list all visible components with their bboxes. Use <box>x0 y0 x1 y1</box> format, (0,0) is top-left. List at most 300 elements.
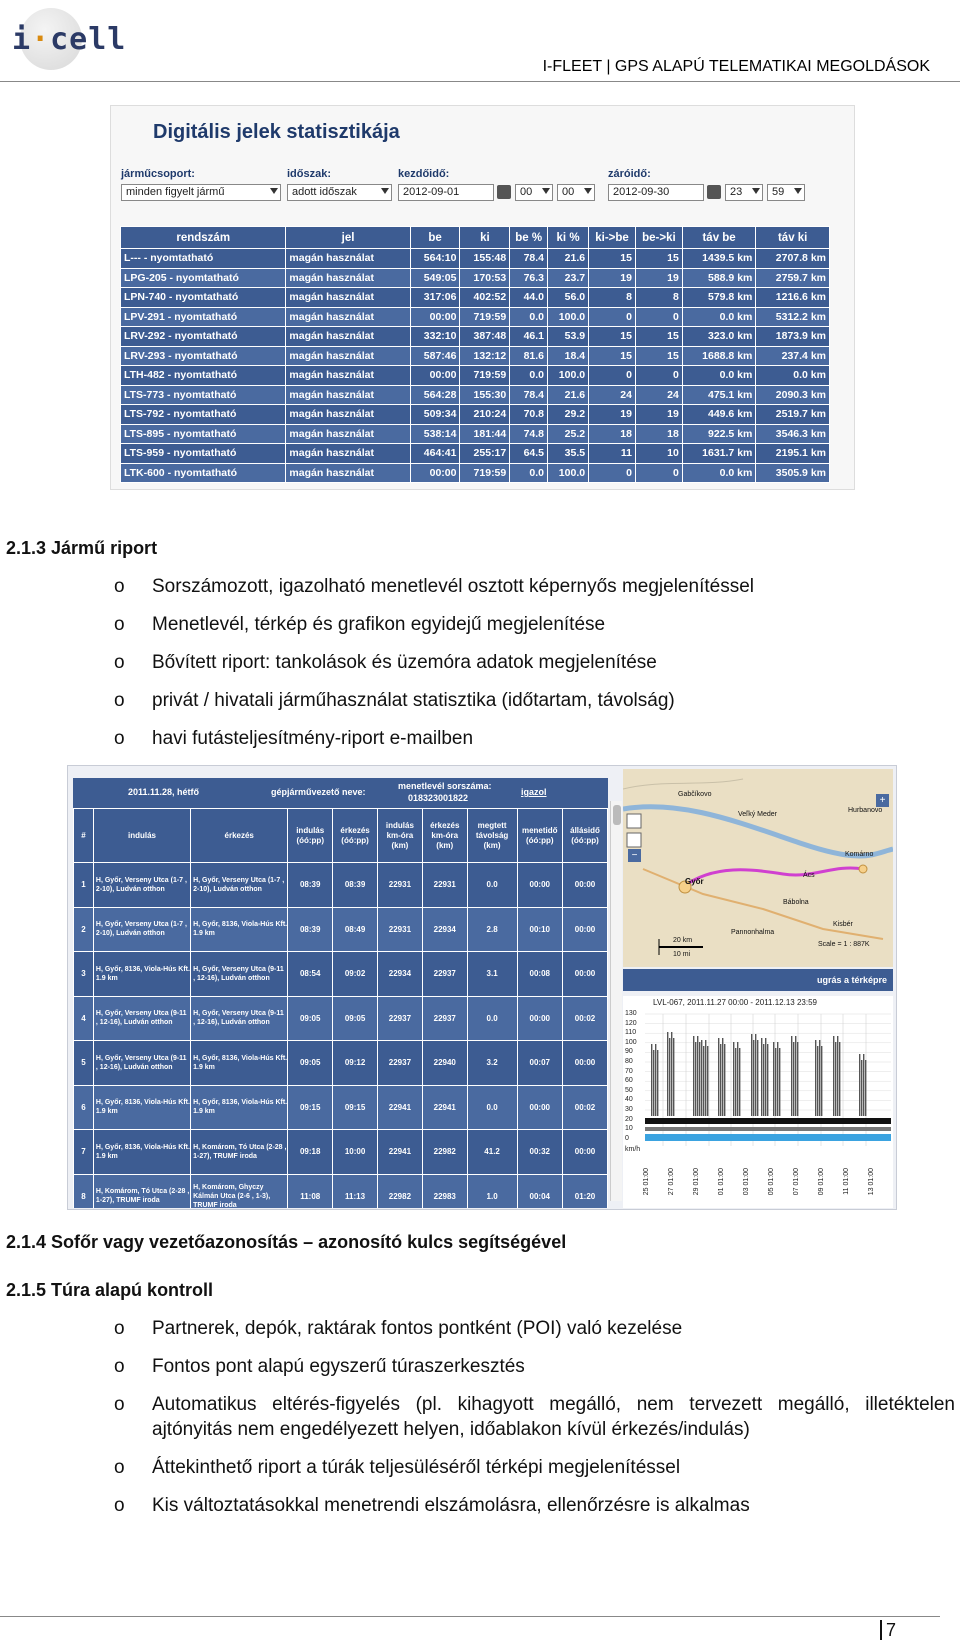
table-cell: 181:44 <box>460 424 510 444</box>
column-header: indulás <box>93 809 190 863</box>
section-heading-2-1-5: 2.1.5 Túra alapú kontroll <box>6 1280 214 1300</box>
table-cell: 18.4 <box>548 346 589 366</box>
statistics-table <box>120 226 830 483</box>
speed-bar <box>779 1048 780 1116</box>
table-cell: 22931 <box>377 907 422 952</box>
table-cell: 00:32 <box>517 1130 563 1175</box>
start-minute-select[interactable]: 00 <box>557 184 595 201</box>
table-cell: 22934 <box>422 907 467 952</box>
table-cell: 1873.9 km <box>756 327 830 347</box>
y-tick-label: 60 <box>625 1077 633 1085</box>
bullet-marker: o <box>114 576 125 597</box>
table-cell: 1631.7 km <box>682 444 756 464</box>
end-hour-select[interactable]: 23 <box>725 184 763 201</box>
table-cell: 719:59 <box>460 307 510 327</box>
column-header: menetidő (óó:pp) <box>517 809 563 863</box>
table-cell: 00:00 <box>563 863 608 908</box>
column-header: táv ki <box>756 227 830 249</box>
vehicle-plate-link[interactable]: L--- - nyomtatható <box>121 249 286 269</box>
map-scale-mi: 10 mi <box>673 951 691 958</box>
table-cell: 41.2 <box>467 1130 517 1175</box>
table-row <box>74 1041 608 1086</box>
table-cell: 3546.3 km <box>756 424 830 444</box>
y-tick-label: 20 <box>625 1115 633 1123</box>
table-cell: 24 <box>635 385 682 405</box>
bullet-marker: o <box>114 1318 125 1339</box>
table-cell: 10 <box>635 444 682 464</box>
table-cell: 8 <box>635 288 682 308</box>
map-town-label: Kisbér <box>833 921 853 928</box>
table-cell[interactable]: H, Győr, Verseny Utca (9-11 , 12-16), Ludván otthon <box>191 952 288 997</box>
vehicle-plate-link[interactable]: LTS-895 - nyomtatható <box>121 424 286 444</box>
map-town-label: Komárno <box>845 851 874 858</box>
table-cell[interactable]: H, Győr, 8136, Viola-Hús Kft. 1.9 km <box>93 952 190 997</box>
table-cell: 1 <box>74 863 94 908</box>
table-cell: 579.8 km <box>682 288 756 308</box>
table-cell: magán használat <box>286 366 410 386</box>
column-header: be <box>410 227 460 249</box>
table-cell: 22937 <box>422 996 467 1041</box>
table-cell: 1439.5 km <box>682 249 756 269</box>
table-cell: magán használat <box>286 444 410 464</box>
table-cell: 10:00 <box>333 1130 378 1175</box>
table-cell: 11:13 <box>333 1174 378 1208</box>
table-cell: 11 <box>589 444 636 464</box>
table-row <box>121 424 830 444</box>
table-cell: 8 <box>74 1174 94 1208</box>
trip-sheet-topbar <box>73 778 608 808</box>
vehicle-plate-link[interactable]: LPN-740 - nyomtatható <box>121 288 286 308</box>
chevron-down-icon <box>542 188 550 194</box>
speed-bar <box>707 1046 708 1116</box>
speed-bar <box>815 1040 816 1116</box>
list-item-text: privát / hivatali járműhasználat statisztika (időtartam, távolság) <box>152 690 675 711</box>
column-header: be % <box>510 227 548 249</box>
map-town-label: Veľký Meder <box>738 811 778 818</box>
table-cell: magán használat <box>286 249 410 269</box>
table-row <box>121 385 830 405</box>
table-cell: 0.0 <box>510 366 548 386</box>
list-item-text: Áttekinthető riport a túrák teljesüléséről térképi megjelenítéssel <box>152 1457 681 1478</box>
table-cell: 22941 <box>422 1085 467 1130</box>
table-cell: 11:08 <box>288 1174 333 1208</box>
table-cell: 22937 <box>422 952 467 997</box>
table-cell: 509:34 <box>410 405 460 425</box>
map-town-label: Ács <box>803 872 815 879</box>
speed-bar <box>733 1042 734 1116</box>
table-cell: magán használat <box>286 327 410 347</box>
table-cell: 09:12 <box>333 1041 378 1086</box>
table-cell: 132:12 <box>460 346 510 366</box>
table-cell: 6 <box>74 1085 94 1130</box>
column-header: érkezés km-óra (km) <box>422 809 467 863</box>
table-row <box>74 1174 608 1208</box>
table-row <box>74 1085 608 1130</box>
speed-bar <box>699 1042 700 1116</box>
vehicle-plate-link[interactable]: LRV-292 - nyomtatható <box>121 327 286 347</box>
table-cell: 00:00 <box>410 463 460 483</box>
map-town-label: Pannonhalma <box>731 929 775 936</box>
table-cell: magán használat <box>286 346 410 366</box>
table-row <box>74 863 608 908</box>
speed-bar <box>697 1036 698 1116</box>
list-item <box>0 1316 960 1341</box>
vehicle-plate-link[interactable]: LTH-482 - nyomtatható <box>121 366 286 386</box>
table-cell: 24 <box>589 385 636 405</box>
table-cell: 464:41 <box>410 444 460 464</box>
sheet-number: 018323001822 <box>408 793 469 803</box>
table-cell: 1688.8 km <box>682 346 756 366</box>
speed-bar <box>755 1034 756 1116</box>
table-cell: 25.2 <box>548 424 589 444</box>
table-cell: 22982 <box>377 1174 422 1208</box>
table-cell: 332:10 <box>410 327 460 347</box>
table-cell: 449.6 km <box>682 405 756 425</box>
table-cell: 719:59 <box>460 463 510 483</box>
trip-sheet-screenshot <box>67 765 897 1210</box>
speed-bar <box>667 1032 668 1116</box>
table-cell: 22983 <box>422 1174 467 1208</box>
table-cell[interactable]: H, Győr, 8136, Viola-Hús Kft. 1.9 km <box>93 1085 190 1130</box>
column-header: ki % <box>548 227 589 249</box>
table-cell: 317:06 <box>410 288 460 308</box>
table-cell: 19 <box>635 268 682 288</box>
speed-bar <box>757 1040 758 1116</box>
trip-table <box>73 808 608 1208</box>
table-cell: 09:05 <box>288 1041 333 1086</box>
list-item <box>0 1493 960 1518</box>
table-cell: 00:00 <box>563 952 608 997</box>
table-cell: 1216.6 km <box>756 288 830 308</box>
table-cell: 0 <box>635 463 682 483</box>
table-cell: 155:48 <box>460 249 510 269</box>
list-item-text: Partnerek, depók, raktárak fontos pontként (POI) való kezelése <box>152 1318 683 1339</box>
start-date-input[interactable]: 2012-09-01 <box>398 184 494 201</box>
table-cell: magán használat <box>286 385 410 405</box>
table-cell: 2195.1 km <box>756 444 830 464</box>
table-cell: 08:54 <box>288 952 333 997</box>
table-cell: 3 <box>74 952 94 997</box>
table-cell: magán használat <box>286 463 410 483</box>
speed-bar <box>720 1044 721 1116</box>
table-cell: 255:17 <box>460 444 510 464</box>
speed-bar <box>837 1036 838 1116</box>
period-label: időszak: <box>287 168 332 180</box>
table-cell: magán használat <box>286 405 410 425</box>
table-cell[interactable]: H, Győr, Verseny Utca (9-11 , 12-16), Ludván otthon <box>93 1041 190 1086</box>
graph-plot <box>623 996 893 1208</box>
table-cell: magán használat <box>286 424 410 444</box>
table-cell: 19 <box>589 268 636 288</box>
list-item <box>0 1354 960 1379</box>
column-header: ki <box>460 227 510 249</box>
x-tick-label: 29 01:00 <box>693 1168 700 1196</box>
table-cell: 08:39 <box>288 863 333 908</box>
table-cell[interactable]: H, Győr, Verseny Utca (1-7 , 2-10), Ludván otthon <box>93 907 190 952</box>
table-row <box>121 307 830 327</box>
column-header: # <box>74 809 94 863</box>
trip-sheet-pane <box>73 778 608 1208</box>
table-cell: 00:00 <box>517 1085 563 1130</box>
table-cell: 08:39 <box>333 863 378 908</box>
table-cell: 09:05 <box>333 996 378 1041</box>
table-cell: 09:15 <box>333 1085 378 1130</box>
table-cell: 3505.9 km <box>756 463 830 483</box>
vehicle-group-label: járműcsoport: <box>121 168 195 180</box>
table-header-row <box>74 809 608 863</box>
section-heading-2-1-3: 2.1.3 Jármű riport <box>6 538 158 558</box>
table-cell: 22940 <box>422 1041 467 1086</box>
speed-bar <box>777 1042 778 1116</box>
table-cell[interactable]: H, Komárom, Tó Utca (2-28 , 1-27), TRUMF iroda <box>93 1174 190 1208</box>
table-cell: 475.1 km <box>682 385 756 405</box>
table-cell: 155:30 <box>460 385 510 405</box>
vehicle-plate-link[interactable]: LTK-600 - nyomtatható <box>121 463 286 483</box>
company-logo <box>6 4 127 74</box>
speed-bar <box>653 1050 654 1116</box>
table-cell: 22941 <box>377 1130 422 1175</box>
table-cell: 0.0 km <box>682 463 756 483</box>
table-cell: 538:14 <box>410 424 460 444</box>
table-cell: 70.8 <box>510 405 548 425</box>
speed-bar <box>765 1038 766 1116</box>
table-cell: 323.0 km <box>682 327 756 347</box>
digital-signals-statistics-screenshot <box>110 105 855 490</box>
y-tick-label: 100 <box>625 1038 637 1046</box>
table-row <box>121 327 830 347</box>
zoom-out-icon[interactable]: − <box>628 849 641 862</box>
list-item-text: Fontos pont alapú egyszerű túraszerkesztés <box>152 1356 525 1377</box>
table-cell: 564:28 <box>410 385 460 405</box>
table-cell: 587:46 <box>410 346 460 366</box>
table-cell[interactable]: H, Győr, Verseny Utca (1-7 , 2-10), Ludván otthon <box>191 863 288 908</box>
table-cell[interactable]: H, Győr, Verseny Utca (9-11 , 12-16), Ludván otthon <box>191 996 288 1041</box>
y-tick-label: 90 <box>625 1048 633 1056</box>
table-cell: 76.3 <box>510 268 548 288</box>
table-cell: magán használat <box>286 268 410 288</box>
table-cell: 0.0 <box>467 863 517 908</box>
speed-bar <box>737 1042 738 1116</box>
list-item <box>0 574 960 599</box>
table-cell: 00:08 <box>517 952 563 997</box>
y-tick-label: 30 <box>625 1106 633 1113</box>
speed-bar <box>865 1060 866 1116</box>
table-cell: 100.0 <box>548 307 589 327</box>
table-row <box>121 405 830 425</box>
end-minute-select[interactable]: 59 <box>767 184 805 201</box>
map-town-label: Győr <box>685 877 704 886</box>
table-cell: 00:00 <box>410 366 460 386</box>
list-item-text: Sorszámozott, igazolható menetlevél osztott képernyős megjelenítéssel <box>152 576 754 597</box>
table-cell: 00:07 <box>517 1041 563 1086</box>
table-cell: 00:00 <box>563 1130 608 1175</box>
driver-name-label: gépjárművezető neve: <box>271 787 366 797</box>
approve-link[interactable]: igazol <box>521 787 547 797</box>
chevron-down-icon <box>381 188 389 194</box>
table-cell[interactable]: H, Győr, Verseny Utca (9-11 , 12-16), Ludván otthon <box>93 996 190 1041</box>
y-tick-label: 0 <box>625 1134 629 1142</box>
table-cell[interactable]: H, Győr, 8136, Viola-Hús Kft. 1.9 km <box>191 1041 288 1086</box>
list-item <box>0 1455 960 1480</box>
speed-bar <box>773 1042 774 1116</box>
period-select[interactable]: adott időszak <box>287 184 392 201</box>
bullet-marker: o <box>114 652 125 673</box>
x-tick-label: 09 01:00 <box>818 1168 825 1196</box>
table-row <box>121 268 830 288</box>
table-cell: 7 <box>74 1130 94 1175</box>
column-header: ki->be <box>589 227 636 249</box>
table-cell: 21.6 <box>548 385 589 405</box>
trip-table-scrollbar[interactable] <box>610 801 622 1201</box>
table-cell: 4 <box>74 996 94 1041</box>
vehicle-plate-link[interactable]: LTS-773 - nyomtatható <box>121 385 286 405</box>
table-cell: 2519.7 km <box>756 405 830 425</box>
table-cell: 0 <box>589 463 636 483</box>
table-cell: 19 <box>589 405 636 425</box>
speed-bar <box>793 1042 794 1116</box>
tour-control-feature-list <box>0 1316 960 1531</box>
speed-bar <box>859 1054 860 1116</box>
table-header-row <box>121 227 830 249</box>
chevron-down-icon <box>584 188 592 194</box>
status-band <box>645 1118 891 1124</box>
table-row <box>74 996 608 1041</box>
table-cell: 8 <box>589 288 636 308</box>
trip-date: 2011.11.28, hétfő <box>128 787 200 797</box>
start-hour-select[interactable]: 00 <box>515 184 553 201</box>
zoom-in-icon[interactable]: + <box>876 794 889 807</box>
table-cell[interactable]: H, Győr, Verseny Utca (1-7 , 2-10), Ludván otthon <box>93 863 190 908</box>
y-tick-label: 70 <box>625 1067 633 1075</box>
table-cell: 53.9 <box>548 327 589 347</box>
list-item <box>0 650 960 675</box>
table-cell[interactable]: H, Győr, 8136, Viola-Hús Kft. 1.9 km <box>191 907 288 952</box>
speed-bar <box>669 1038 670 1116</box>
speed-bar <box>791 1036 792 1116</box>
table-cell: 549:05 <box>410 268 460 288</box>
table-cell[interactable]: H, Győr, 8136, Viola-Hús Kft. 1.9 km <box>191 1085 288 1130</box>
speed-bar <box>861 1060 862 1116</box>
footer-divider <box>0 1616 940 1617</box>
table-cell: 78.4 <box>510 385 548 405</box>
table-row <box>121 249 830 269</box>
table-cell: 0.0 km <box>682 307 756 327</box>
table-cell: 237.4 km <box>756 346 830 366</box>
table-cell[interactable]: H, Komárom, Ghyczy Kálmán Utca (2-6 , 1-3), TRUMF iroda <box>191 1174 288 1208</box>
y-tick-label: 130 <box>625 1010 637 1017</box>
x-tick-label: 01 01:00 <box>718 1168 725 1196</box>
calendar-icon[interactable] <box>707 185 721 199</box>
column-header: be->ki <box>635 227 682 249</box>
bullet-marker: o <box>114 1457 125 1478</box>
table-cell: 0 <box>589 307 636 327</box>
table-cell: 210:24 <box>460 405 510 425</box>
speed-bar <box>724 1044 725 1116</box>
speed-bar <box>797 1042 798 1116</box>
x-tick-label: 03 01:00 <box>743 1168 750 1196</box>
statistics-title: Digitális jelek statisztikája <box>153 121 400 143</box>
speed-bar <box>693 1036 694 1116</box>
speed-bar <box>863 1054 864 1116</box>
map-town-label: Hurbanovo <box>848 807 883 814</box>
table-cell: 46.1 <box>510 327 548 347</box>
scrollbar-thumb[interactable] <box>613 805 621 825</box>
route-map[interactable] <box>623 769 893 967</box>
end-date-input[interactable]: 2012-09-30 <box>608 184 704 201</box>
speed-bar <box>819 1040 820 1116</box>
table-cell: 00:00 <box>410 307 460 327</box>
table-cell: 09:18 <box>288 1130 333 1175</box>
speed-bar <box>795 1036 796 1116</box>
table-cell: 74.8 <box>510 424 548 444</box>
list-item-text: Bővített riport: tankolások és üzemóra adatok megjelenítése <box>152 652 657 673</box>
sheet-number-label: menetlevél sorszáma: <box>398 781 492 791</box>
end-time-label: záróidő: <box>608 168 651 180</box>
column-header: érkezés (óó:pp) <box>333 809 378 863</box>
y-tick-label: 120 <box>625 1019 637 1027</box>
logo-wordmark: i·cell <box>12 22 127 57</box>
table-cell: 29.2 <box>548 405 589 425</box>
x-tick-label: 25 01:00 <box>643 1168 650 1196</box>
table-cell[interactable]: H, Komárom, Tó Utca (2-28 , 1-27), TRUMF iroda <box>191 1130 288 1175</box>
vehicle-plate-link[interactable]: LTS-792 - nyomtatható <box>121 405 286 425</box>
vehicle-plate-link[interactable]: LTS-959 - nyomtatható <box>121 444 286 464</box>
jump-to-map-link[interactable]: ugrás a térképre <box>623 969 893 991</box>
table-cell: 2707.8 km <box>756 249 830 269</box>
vehicle-group-select[interactable]: minden figyelt jármű <box>121 184 281 201</box>
vehicle-plate-link[interactable]: LPG-205 - nyomtatható <box>121 268 286 288</box>
table-cell: 15 <box>635 249 682 269</box>
table-cell: 00:02 <box>563 1085 608 1130</box>
table-cell: 2759.7 km <box>756 268 830 288</box>
table-row <box>121 444 830 464</box>
table-cell: 402:52 <box>460 288 510 308</box>
map-town-label: Gabčíkovo <box>678 791 712 798</box>
speed-bar <box>722 1038 723 1116</box>
table-cell: 00:02 <box>563 996 608 1041</box>
speed-bar <box>839 1042 840 1116</box>
table-cell: magán használat <box>286 307 410 327</box>
table-row <box>74 907 608 952</box>
table-cell: 5 <box>74 1041 94 1086</box>
table-cell: 0.0 <box>467 996 517 1041</box>
speed-graph <box>623 996 893 1208</box>
table-row <box>121 366 830 386</box>
table-cell: 44.0 <box>510 288 548 308</box>
table-cell[interactable]: H, Győr, 8136, Viola-Hús Kft. 1.9 km <box>93 1130 190 1175</box>
list-item <box>0 688 960 713</box>
list-item <box>0 1392 960 1442</box>
table-cell: 719:59 <box>460 366 510 386</box>
calendar-icon[interactable] <box>497 185 511 199</box>
table-cell: 0.0 km <box>756 366 830 386</box>
x-tick-label: 07 01:00 <box>793 1168 800 1196</box>
table-cell: 64.5 <box>510 444 548 464</box>
speed-bar <box>718 1038 719 1116</box>
table-cell: 09:02 <box>333 952 378 997</box>
speed-bar <box>753 1040 754 1116</box>
vehicle-plate-link[interactable]: LRV-293 - nyomtatható <box>121 346 286 366</box>
table-cell: 08:39 <box>288 907 333 952</box>
vehicle-plate-link[interactable]: LPV-291 - nyomtatható <box>121 307 286 327</box>
table-cell: 0 <box>589 366 636 386</box>
start-time-label: kezdőidő: <box>398 168 450 180</box>
table-cell: 1.0 <box>467 1174 517 1208</box>
table-cell: 0 <box>635 366 682 386</box>
table-cell: 22982 <box>422 1130 467 1175</box>
y-unit-label: km/h <box>625 1146 641 1153</box>
column-header: indulás km-óra (km) <box>377 809 422 863</box>
